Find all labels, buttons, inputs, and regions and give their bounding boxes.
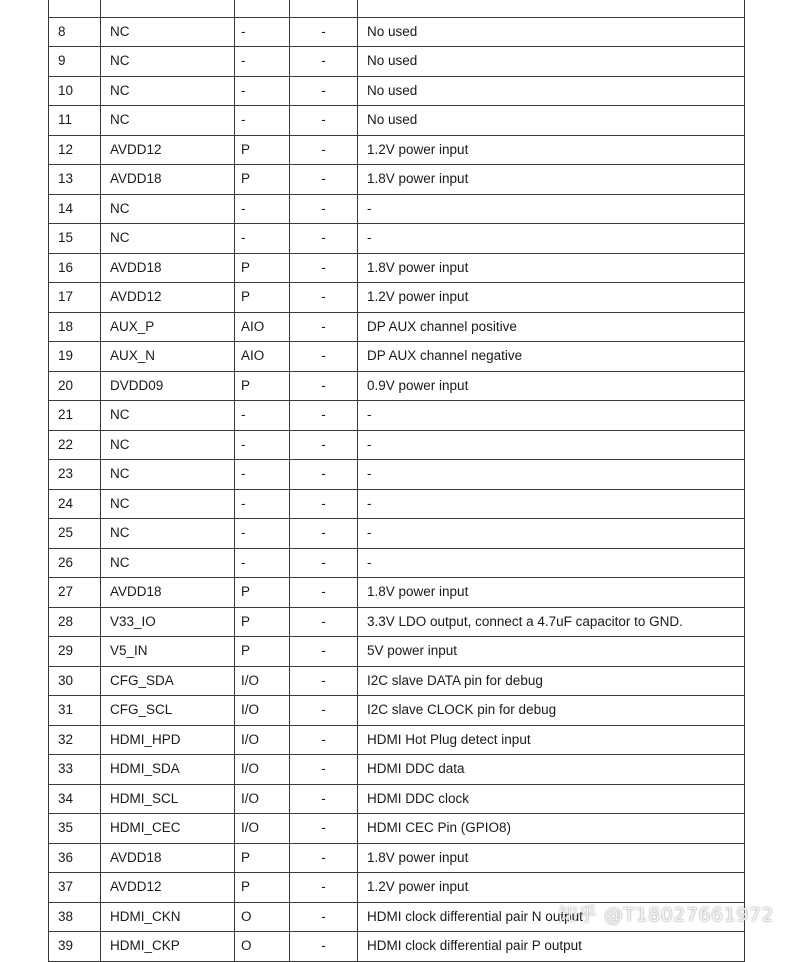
pin-type-cell: O (235, 902, 290, 932)
pin-name-cell: AVDD12 (101, 283, 235, 313)
table-row (49, 430, 745, 460)
table-row (49, 637, 745, 667)
pin-type-cell: I/O (235, 755, 290, 785)
pin-number-cell: 36 (49, 843, 101, 873)
pin-type-cell: - (235, 194, 290, 224)
pin-name-cell: AVDD18 (101, 578, 235, 608)
pin-description-cell: I2C slave CLOCK pin for debug (358, 696, 745, 726)
table-row (49, 932, 745, 962)
pin-name-cell: HDMI_CEC (101, 814, 235, 844)
table-row (49, 135, 745, 165)
table-row (49, 371, 745, 401)
table-row (49, 666, 745, 696)
pin-number-cell: 38 (49, 902, 101, 932)
pin-name-cell: NC (101, 489, 235, 519)
pin-type-cell: I/O (235, 814, 290, 844)
pin-name-cell: AVDD18 (101, 843, 235, 873)
pin-description-cell: - (358, 548, 745, 578)
pin-description-cell: - (358, 489, 745, 519)
pin-dir-cell: - (290, 312, 358, 342)
pin-name-cell: AVDD12 (101, 873, 235, 903)
pin-description-cell: HDMI Hot Plug detect input (358, 725, 745, 755)
pin-dir-cell: - (290, 519, 358, 549)
pin-description-cell: 0.9V power input (358, 371, 745, 401)
table-row (49, 460, 745, 490)
pin-dir-cell: - (290, 47, 358, 77)
pin-number-cell: 24 (49, 489, 101, 519)
pin-name-cell (101, 0, 235, 17)
pin-name-cell: NC (101, 47, 235, 77)
pin-type-cell: P (235, 637, 290, 667)
pin-number-cell: 29 (49, 637, 101, 667)
table-row (49, 253, 745, 283)
pin-dir-cell (290, 0, 358, 17)
pin-dir-cell: - (290, 666, 358, 696)
table-row (49, 548, 745, 578)
table-row (49, 17, 745, 47)
pin-number-cell: 39 (49, 932, 101, 962)
pin-number-cell: 26 (49, 548, 101, 578)
pin-type-cell: P (235, 843, 290, 873)
pin-name-cell: HDMI_HPD (101, 725, 235, 755)
pin-number-cell: 37 (49, 873, 101, 903)
pin-dir-cell: - (290, 342, 358, 372)
pin-name-cell: AVDD18 (101, 253, 235, 283)
pin-dir-cell: - (290, 873, 358, 903)
pin-description-cell: HDMI DDC data (358, 755, 745, 785)
pin-description-cell: I2C slave DATA pin for debug (358, 666, 745, 696)
pin-dir-cell: - (290, 17, 358, 47)
pin-name-cell: NC (101, 106, 235, 136)
pin-type-cell: - (235, 430, 290, 460)
pin-type-cell: I/O (235, 666, 290, 696)
pin-dir-cell: - (290, 76, 358, 106)
pin-dir-cell: - (290, 607, 358, 637)
pin-description-cell: HDMI clock differential pair P output (358, 932, 745, 962)
pin-number-cell: 18 (49, 312, 101, 342)
table-row (49, 755, 745, 785)
table-row (49, 47, 745, 77)
table-row (49, 312, 745, 342)
pin-dir-cell: - (290, 194, 358, 224)
pin-number-cell: 34 (49, 784, 101, 814)
pin-name-cell: NC (101, 17, 235, 47)
pin-description-cell: - (358, 194, 745, 224)
pin-number-cell: 33 (49, 755, 101, 785)
pin-type-cell: I/O (235, 696, 290, 726)
table-row (49, 902, 745, 932)
pin-number-cell: 12 (49, 135, 101, 165)
pin-number-cell: 32 (49, 725, 101, 755)
pin-description-cell: 1.8V power input (358, 253, 745, 283)
table-row (49, 0, 745, 17)
pin-number-cell: 9 (49, 47, 101, 77)
pin-type-cell: AIO (235, 312, 290, 342)
pin-table-body (49, 0, 745, 961)
pin-dir-cell: - (290, 637, 358, 667)
pin-number-cell: 25 (49, 519, 101, 549)
table-row (49, 814, 745, 844)
pin-type-cell: AIO (235, 342, 290, 372)
pin-dir-cell: - (290, 401, 358, 431)
pin-dir-cell: - (290, 165, 358, 195)
table-row (49, 283, 745, 313)
pin-description-cell: 1.8V power input (358, 843, 745, 873)
pin-type-cell: - (235, 519, 290, 549)
table-row (49, 165, 745, 195)
pin-description-cell: 1.8V power input (358, 578, 745, 608)
pin-type-cell: - (235, 76, 290, 106)
pin-name-cell: AUX_P (101, 312, 235, 342)
table-row (49, 578, 745, 608)
pin-number-cell: 17 (49, 283, 101, 313)
table-row (49, 224, 745, 254)
pin-description-cell: - (358, 460, 745, 490)
table-row (49, 607, 745, 637)
pin-name-cell: NC (101, 401, 235, 431)
pin-type-cell: I/O (235, 784, 290, 814)
pin-type-cell: - (235, 47, 290, 77)
pin-number-cell: 35 (49, 814, 101, 844)
pin-dir-cell: - (290, 755, 358, 785)
table-row (49, 106, 745, 136)
pin-description-cell: 3.3V LDO output, connect a 4.7uF capacitor to GND. (358, 607, 745, 637)
pin-type-cell: P (235, 578, 290, 608)
pin-number-cell: 28 (49, 607, 101, 637)
pin-type-cell: P (235, 283, 290, 313)
pin-number-cell: 8 (49, 17, 101, 47)
pin-description-cell: HDMI clock differential pair N output (358, 902, 745, 932)
pin-number-cell: 15 (49, 224, 101, 254)
pin-description-cell: No used (358, 17, 745, 47)
pin-type-cell: - (235, 401, 290, 431)
pin-description-cell: HDMI DDC clock (358, 784, 745, 814)
pin-number-cell: 19 (49, 342, 101, 372)
pin-description-cell: 1.2V power input (358, 873, 745, 903)
pin-number-cell: 31 (49, 696, 101, 726)
pin-dir-cell: - (290, 578, 358, 608)
pin-name-cell: HDMI_SCL (101, 784, 235, 814)
table-row (49, 194, 745, 224)
pin-name-cell: AVDD18 (101, 165, 235, 195)
pin-name-cell: HDMI_SDA (101, 755, 235, 785)
pin-name-cell: AVDD12 (101, 135, 235, 165)
pin-dir-cell: - (290, 106, 358, 136)
pin-number-cell: 20 (49, 371, 101, 401)
pin-type-cell: P (235, 371, 290, 401)
pin-number-cell: 10 (49, 76, 101, 106)
pin-dir-cell: - (290, 696, 358, 726)
pin-description-cell: - (358, 401, 745, 431)
pin-dir-cell: - (290, 548, 358, 578)
pin-type-cell: - (235, 548, 290, 578)
pin-type-cell: P (235, 873, 290, 903)
pin-number-cell (49, 0, 101, 17)
pin-dir-cell: - (290, 224, 358, 254)
pin-name-cell: NC (101, 548, 235, 578)
pin-number-cell: 27 (49, 578, 101, 608)
pin-name-cell: HDMI_CKN (101, 902, 235, 932)
watermark: 知乎 @T18027661972 (558, 904, 774, 926)
table-row (49, 519, 745, 549)
pin-type-cell: - (235, 460, 290, 490)
pin-name-cell: NC (101, 76, 235, 106)
table-row (49, 342, 745, 372)
pin-description-cell: No used (358, 76, 745, 106)
pin-type-cell: - (235, 106, 290, 136)
pin-number-cell: 23 (49, 460, 101, 490)
pin-description-cell: - (358, 519, 745, 549)
pin-description-cell: No used (358, 47, 745, 77)
pin-name-cell: V33_IO (101, 607, 235, 637)
pin-type-cell: P (235, 607, 290, 637)
table-row (49, 784, 745, 814)
table-row (49, 873, 745, 903)
pin-dir-cell: - (290, 843, 358, 873)
table-row (49, 489, 745, 519)
pin-number-cell: 16 (49, 253, 101, 283)
pin-description-cell: HDMI CEC Pin (GPIO8) (358, 814, 745, 844)
pin-name-cell: NC (101, 460, 235, 490)
pin-dir-cell: - (290, 932, 358, 962)
pin-dir-cell: - (290, 135, 358, 165)
pin-type-cell (235, 0, 290, 17)
pin-dir-cell: - (290, 371, 358, 401)
pin-dir-cell: - (290, 784, 358, 814)
pin-name-cell: CFG_SDA (101, 666, 235, 696)
pin-name-cell: NC (101, 224, 235, 254)
pin-description-cell: DP AUX channel negative (358, 342, 745, 372)
pin-name-cell: HDMI_CKP (101, 932, 235, 962)
pin-type-cell: I/O (235, 725, 290, 755)
pin-type-cell: P (235, 165, 290, 195)
pin-number-cell: 13 (49, 165, 101, 195)
pin-dir-cell: - (290, 489, 358, 519)
pin-table (48, 0, 745, 962)
pin-dir-cell: - (290, 253, 358, 283)
pin-description-cell (358, 0, 745, 17)
pin-type-cell: P (235, 135, 290, 165)
pin-number-cell: 21 (49, 401, 101, 431)
pin-name-cell: V5_IN (101, 637, 235, 667)
pin-dir-cell: - (290, 460, 358, 490)
pin-type-cell: - (235, 224, 290, 254)
pin-name-cell: NC (101, 194, 235, 224)
pin-number-cell: 22 (49, 430, 101, 460)
pin-number-cell: 14 (49, 194, 101, 224)
table-row (49, 696, 745, 726)
pin-description-cell: DP AUX channel positive (358, 312, 745, 342)
pin-dir-cell: - (290, 725, 358, 755)
table-row (49, 843, 745, 873)
pin-name-cell: AUX_N (101, 342, 235, 372)
pin-dir-cell: - (290, 902, 358, 932)
pin-type-cell: - (235, 489, 290, 519)
pin-name-cell: DVDD09 (101, 371, 235, 401)
pin-type-cell: - (235, 17, 290, 47)
pin-type-cell: P (235, 253, 290, 283)
pin-description-cell: 1.8V power input (358, 165, 745, 195)
pin-dir-cell: - (290, 283, 358, 313)
pin-description-cell: 5V power input (358, 637, 745, 667)
pin-type-cell: O (235, 932, 290, 962)
pin-number-cell: 30 (49, 666, 101, 696)
pin-dir-cell: - (290, 430, 358, 460)
table-row (49, 76, 745, 106)
pin-dir-cell: - (290, 814, 358, 844)
table-row (49, 401, 745, 431)
pin-description-cell: 1.2V power input (358, 135, 745, 165)
pin-name-cell: NC (101, 430, 235, 460)
pin-name-cell: CFG_SCL (101, 696, 235, 726)
pin-description-cell: No used (358, 106, 745, 136)
pin-description-cell: - (358, 224, 745, 254)
pin-number-cell: 11 (49, 106, 101, 136)
pin-description-cell: 1.2V power input (358, 283, 745, 313)
pin-name-cell: NC (101, 519, 235, 549)
table-row (49, 725, 745, 755)
pin-description-cell: - (358, 430, 745, 460)
